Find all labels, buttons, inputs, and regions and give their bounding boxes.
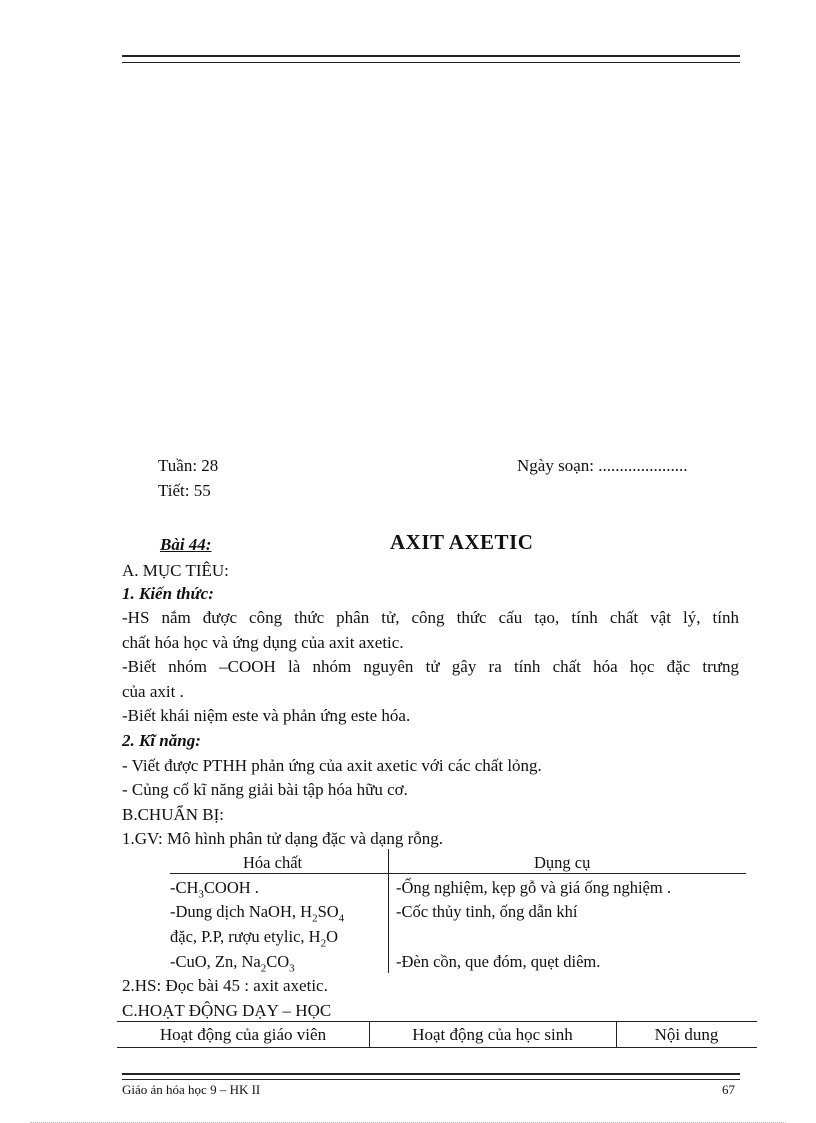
knowledge-item-2-line-1: -Biết nhóm –COOH là nhóm nguyên tử gây ra tính chất hóa học đặc trưng — [122, 657, 739, 676]
date-label: Ngày soạn: ..................... — [517, 456, 688, 475]
materials-header-rule — [170, 873, 746, 874]
chemical-2: -Dung dịch NaOH, $H_2SO_4$ — [170, 902, 345, 925]
skill-item-1: - Viết được PTHH phản ứng của axit axetic với các chất lỏng. — [122, 756, 542, 775]
tool-2: -Cốc thủy tinh, ống dẫn khí — [396, 902, 578, 921]
student-preparation: 2.HS: Đọc bài 45 : axit axetic. — [122, 976, 328, 995]
activity-table-top-rule — [117, 1021, 757, 1022]
footer-title: Giáo án hóa học 9 – HK II — [122, 1082, 261, 1097]
materials-divider — [388, 849, 389, 973]
materials-header-tools: Dụng cụ — [534, 853, 591, 872]
knowledge-item-2-line-2: của axit . — [122, 682, 184, 701]
lesson-title: AXIT AXETIC — [390, 530, 534, 554]
knowledge-item-3: -Biết khái niệm este và phản ứng este hóa. — [122, 706, 411, 725]
materials-header-chemicals: Hóa chất — [243, 853, 303, 872]
teacher-preparation: 1.GV: Mô hình phân tử dạng đặc và dạng rỗng. — [122, 829, 443, 848]
lesson-number: Bài 44: — [160, 535, 212, 554]
knowledge-heading: 1. Kiến thức: — [122, 584, 214, 603]
skills-heading: 2. Kĩ năng: — [122, 731, 201, 750]
skill-item-2: - Củng cố kĩ năng giải bài tập hóa hữu cơ. — [122, 780, 408, 799]
header-rule — [122, 55, 740, 63]
activity-col-content: Nội dung — [654, 1025, 719, 1044]
period-label: Tiết: 55 — [158, 481, 211, 500]
section-b-heading: B.CHUẨN BỊ: — [122, 805, 225, 824]
knowledge-item-1-line-1: -HS nắm được công thức phân tử, công thức cấu tạo, tính chất vật lý, tính — [122, 608, 739, 627]
chemical-3: đặc, P.P, rượu etylic, $H_2O$ — [170, 927, 338, 950]
chemical-1: $-CH_3COOH$ . — [170, 878, 259, 901]
footer-rule — [122, 1073, 740, 1080]
activity-col-student: Hoạt động của học sinh — [412, 1025, 573, 1044]
activity-table-bottom-rule — [117, 1047, 757, 1048]
tool-1: -Ống nghiệm, kẹp gỗ và giá ống nghiệm . — [396, 878, 671, 897]
page-number: 67 — [722, 1082, 735, 1097]
week-label: Tuần: 28 — [158, 456, 219, 475]
activity-col-teacher: Hoạt động của giáo viên — [159, 1025, 327, 1044]
section-a-heading: A. MỤC TIÊU: — [122, 561, 229, 580]
section-c-heading: C.HOẠT ĐỘNG DẠY – HỌC — [122, 1001, 332, 1020]
chemical-4: -CuO, Zn, $Na_2CO_3$ — [170, 952, 295, 975]
tool-3: -Đèn cồn, que đóm, quẹt diêm. — [396, 952, 601, 971]
knowledge-item-1-line-2: chất hóa học và ứng dụng của axit axetic. — [122, 633, 404, 652]
